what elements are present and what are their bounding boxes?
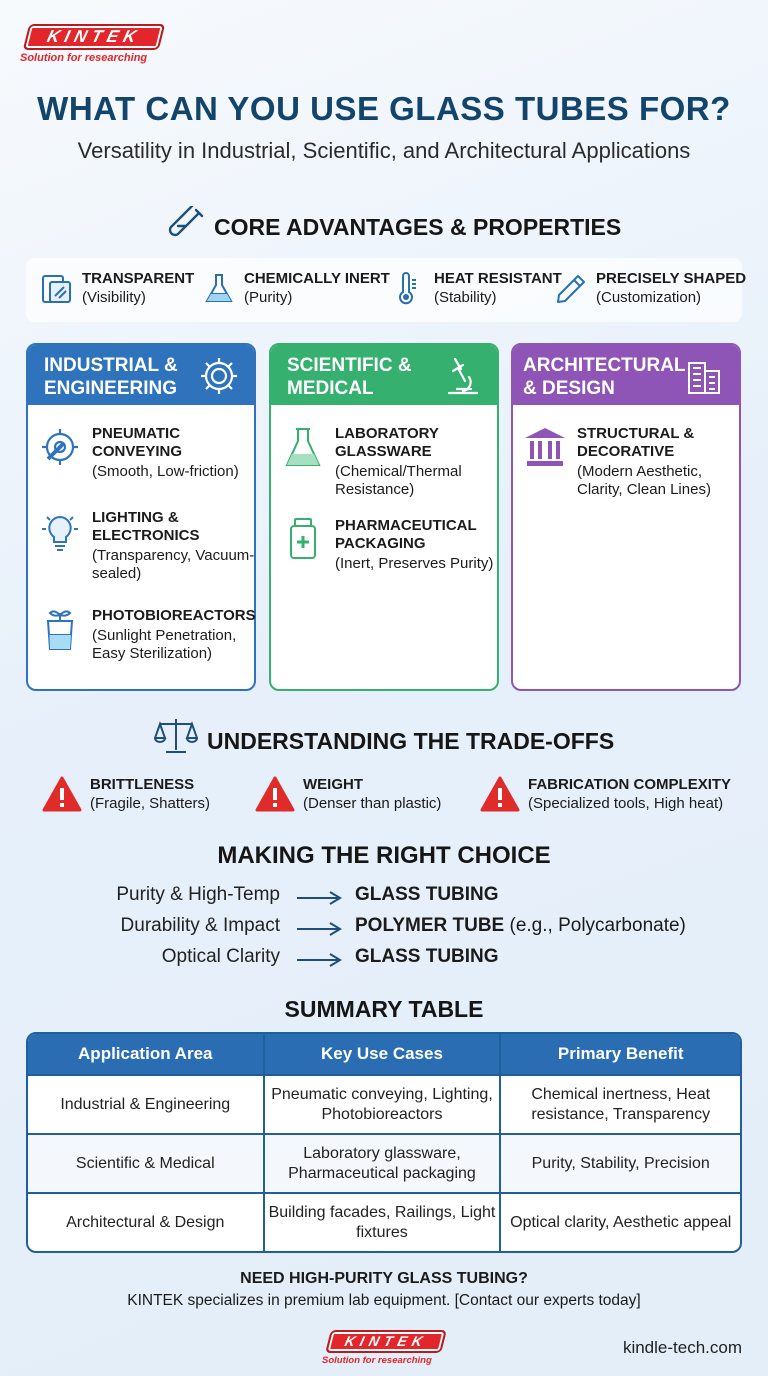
column-header: Primary Benefit	[501, 1034, 740, 1074]
contact-experts-link[interactable]: [Contact our experts today]	[454, 1292, 641, 1309]
flask-icon	[281, 425, 325, 469]
use-title: LABORATORY GLASSWARE	[335, 425, 439, 460]
microscope-icon	[441, 355, 483, 397]
tradeoff-sub: (Fragile, Shatters)	[90, 795, 211, 812]
choice-row	[0, 946, 768, 974]
table-cell: Laboratory glassware, Pharmaceutical packaging	[265, 1133, 502, 1192]
card-header	[271, 345, 497, 405]
pencil-icon	[554, 272, 588, 306]
choice-pick: GLASS TUBING	[355, 946, 499, 967]
flask-icon	[202, 272, 236, 306]
table-cell: Architectural & Design	[28, 1192, 265, 1251]
cta-text: KINTEK specializes in premium lab equipment.	[127, 1292, 451, 1309]
property-sub: (Purity)	[244, 289, 293, 306]
property-title: TRANSPARENT	[82, 270, 195, 287]
table-row	[28, 1133, 740, 1192]
gear-icon	[198, 355, 240, 397]
tradeoffs-heading: UNDERSTANDING THE TRADE-OFFS	[207, 728, 615, 754]
property-sub: (Customization)	[596, 289, 702, 306]
balance-scale-icon	[154, 716, 198, 756]
table-cell: Purity, Stability, Precision	[501, 1133, 740, 1192]
card-heading: SCIENTIFIC & MEDICAL	[287, 355, 412, 399]
use-title: PNEUMATIC CONVEYING	[92, 425, 183, 460]
arrow-right-icon	[296, 921, 342, 937]
test-tube-icon	[166, 206, 206, 246]
use-sub: (Transparency, Vacuum-sealed)	[92, 547, 255, 582]
use-title: LIGHTING & ELECTRONICS	[92, 509, 200, 544]
cta-text-line	[0, 1292, 768, 1310]
choice-note: (e.g., Polycarbonate)	[504, 915, 686, 936]
choice-row	[0, 884, 768, 912]
wrench-gear-icon	[38, 425, 82, 469]
columns-building-icon	[523, 425, 567, 469]
property-sub: (Visibility)	[82, 289, 146, 306]
tradeoff-sub: (Denser than plastic)	[303, 795, 442, 812]
choice-heading: MAKING THE RIGHT CHOICE	[217, 842, 551, 869]
table-cell: Building facades, Railings, Light fixtures	[265, 1192, 502, 1251]
table-header-row	[28, 1034, 740, 1074]
summary-table	[26, 1032, 742, 1253]
brand-tagline: Solution for researching	[322, 1355, 432, 1366]
table-cell: Optical clarity, Aesthetic appeal	[501, 1192, 740, 1251]
brand-name: KINTEK	[325, 1330, 447, 1353]
arrow-right-icon	[296, 890, 342, 906]
website-link[interactable]: kindle-tech.com	[622, 1338, 742, 1357]
table-cell: Scientific & Medical	[28, 1133, 265, 1192]
card-architectural-design	[511, 343, 741, 691]
warning-icon	[255, 776, 295, 812]
warning-icon	[42, 776, 82, 812]
card-scientific-medical	[269, 343, 499, 691]
card-header	[28, 345, 254, 405]
use-sub: (Sunlight Penetration, Easy Sterilization)	[92, 627, 237, 662]
property-title: CHEMICALLY INERT	[244, 270, 390, 287]
use-title: PHOTOBIOREACTORS	[92, 607, 256, 624]
light-bulb-icon	[38, 509, 82, 553]
tradeoff-title: BRITTLENESS	[90, 776, 195, 793]
table-cell: Industrial & Engineering	[28, 1074, 265, 1133]
column-header: Application Area	[28, 1034, 265, 1074]
use-title: STRUCTURAL & DECORATIVE	[577, 425, 695, 460]
arrow-right-icon	[296, 952, 342, 968]
property-title: HEAT RESISTANT	[434, 270, 562, 287]
glass-pane-icon	[40, 272, 74, 306]
table-row	[28, 1074, 740, 1133]
choice-pick: POLYMER TUBE	[355, 915, 505, 936]
page-title: WHAT CAN YOU USE GLASS TUBES FOR?	[37, 90, 731, 127]
choice-need: Optical Clarity	[161, 946, 280, 967]
page-subtitle: Versatility in Industrial, Scientific, and Architectural Applications	[77, 138, 691, 163]
tradeoff-sub: (Specialized tools, High heat)	[528, 795, 724, 812]
choice-row	[0, 915, 768, 943]
medicine-bottle-icon	[281, 517, 325, 561]
property-sub: (Stability)	[434, 289, 497, 306]
card-header	[513, 345, 739, 405]
thermometer-icon	[392, 272, 426, 306]
core-heading: CORE ADVANTAGES & PROPERTIES	[214, 214, 622, 240]
cta-heading: NEED HIGH-PURITY GLASS TUBING?	[240, 1270, 528, 1287]
brand-name: KINTEK	[23, 24, 165, 50]
use-sub: (Smooth, Low-friction)	[92, 463, 239, 480]
tradeoff-title: FABRICATION COMPLEXITY	[528, 776, 732, 793]
property-title: PRECISELY SHAPED	[596, 270, 747, 287]
summary-heading: SUMMARY TABLE	[284, 996, 484, 1022]
choice-need: Purity & High-Temp	[116, 884, 280, 905]
table-cell: Pneumatic conveying, Lighting, Photobioreactors	[265, 1074, 502, 1133]
use-sub: (Inert, Preserves Purity)	[335, 555, 494, 572]
use-sub: (Modern Aesthetic, Clarity, Clean Lines)	[577, 463, 711, 498]
column-header: Key Use Cases	[265, 1034, 502, 1074]
core-properties-panel	[26, 258, 747, 322]
brand-logo[interactable]	[20, 24, 162, 64]
use-sub: (Chemical/Thermal Resistance)	[335, 463, 462, 498]
building-icon	[683, 355, 725, 397]
choice-need: Durability & Impact	[120, 915, 280, 936]
brand-tagline: Solution for researching	[20, 52, 148, 64]
plant-beaker-icon	[38, 607, 82, 651]
warning-icon	[480, 776, 520, 812]
choice-pick: GLASS TUBING	[355, 884, 499, 905]
card-industrial-engineering	[26, 343, 256, 691]
use-title: PHARMACEUTICAL PACKAGING	[335, 517, 477, 552]
table-row	[28, 1192, 740, 1251]
table-cell: Chemical inertness, Heat resistance, Transparency	[501, 1074, 740, 1133]
tradeoff-title: WEIGHT	[303, 776, 363, 793]
footer-brand-logo[interactable]	[322, 1330, 444, 1366]
card-heading: ARCHITECTURAL & DESIGN	[523, 355, 686, 399]
card-heading: INDUSTRIAL & ENGINEERING	[44, 355, 178, 399]
